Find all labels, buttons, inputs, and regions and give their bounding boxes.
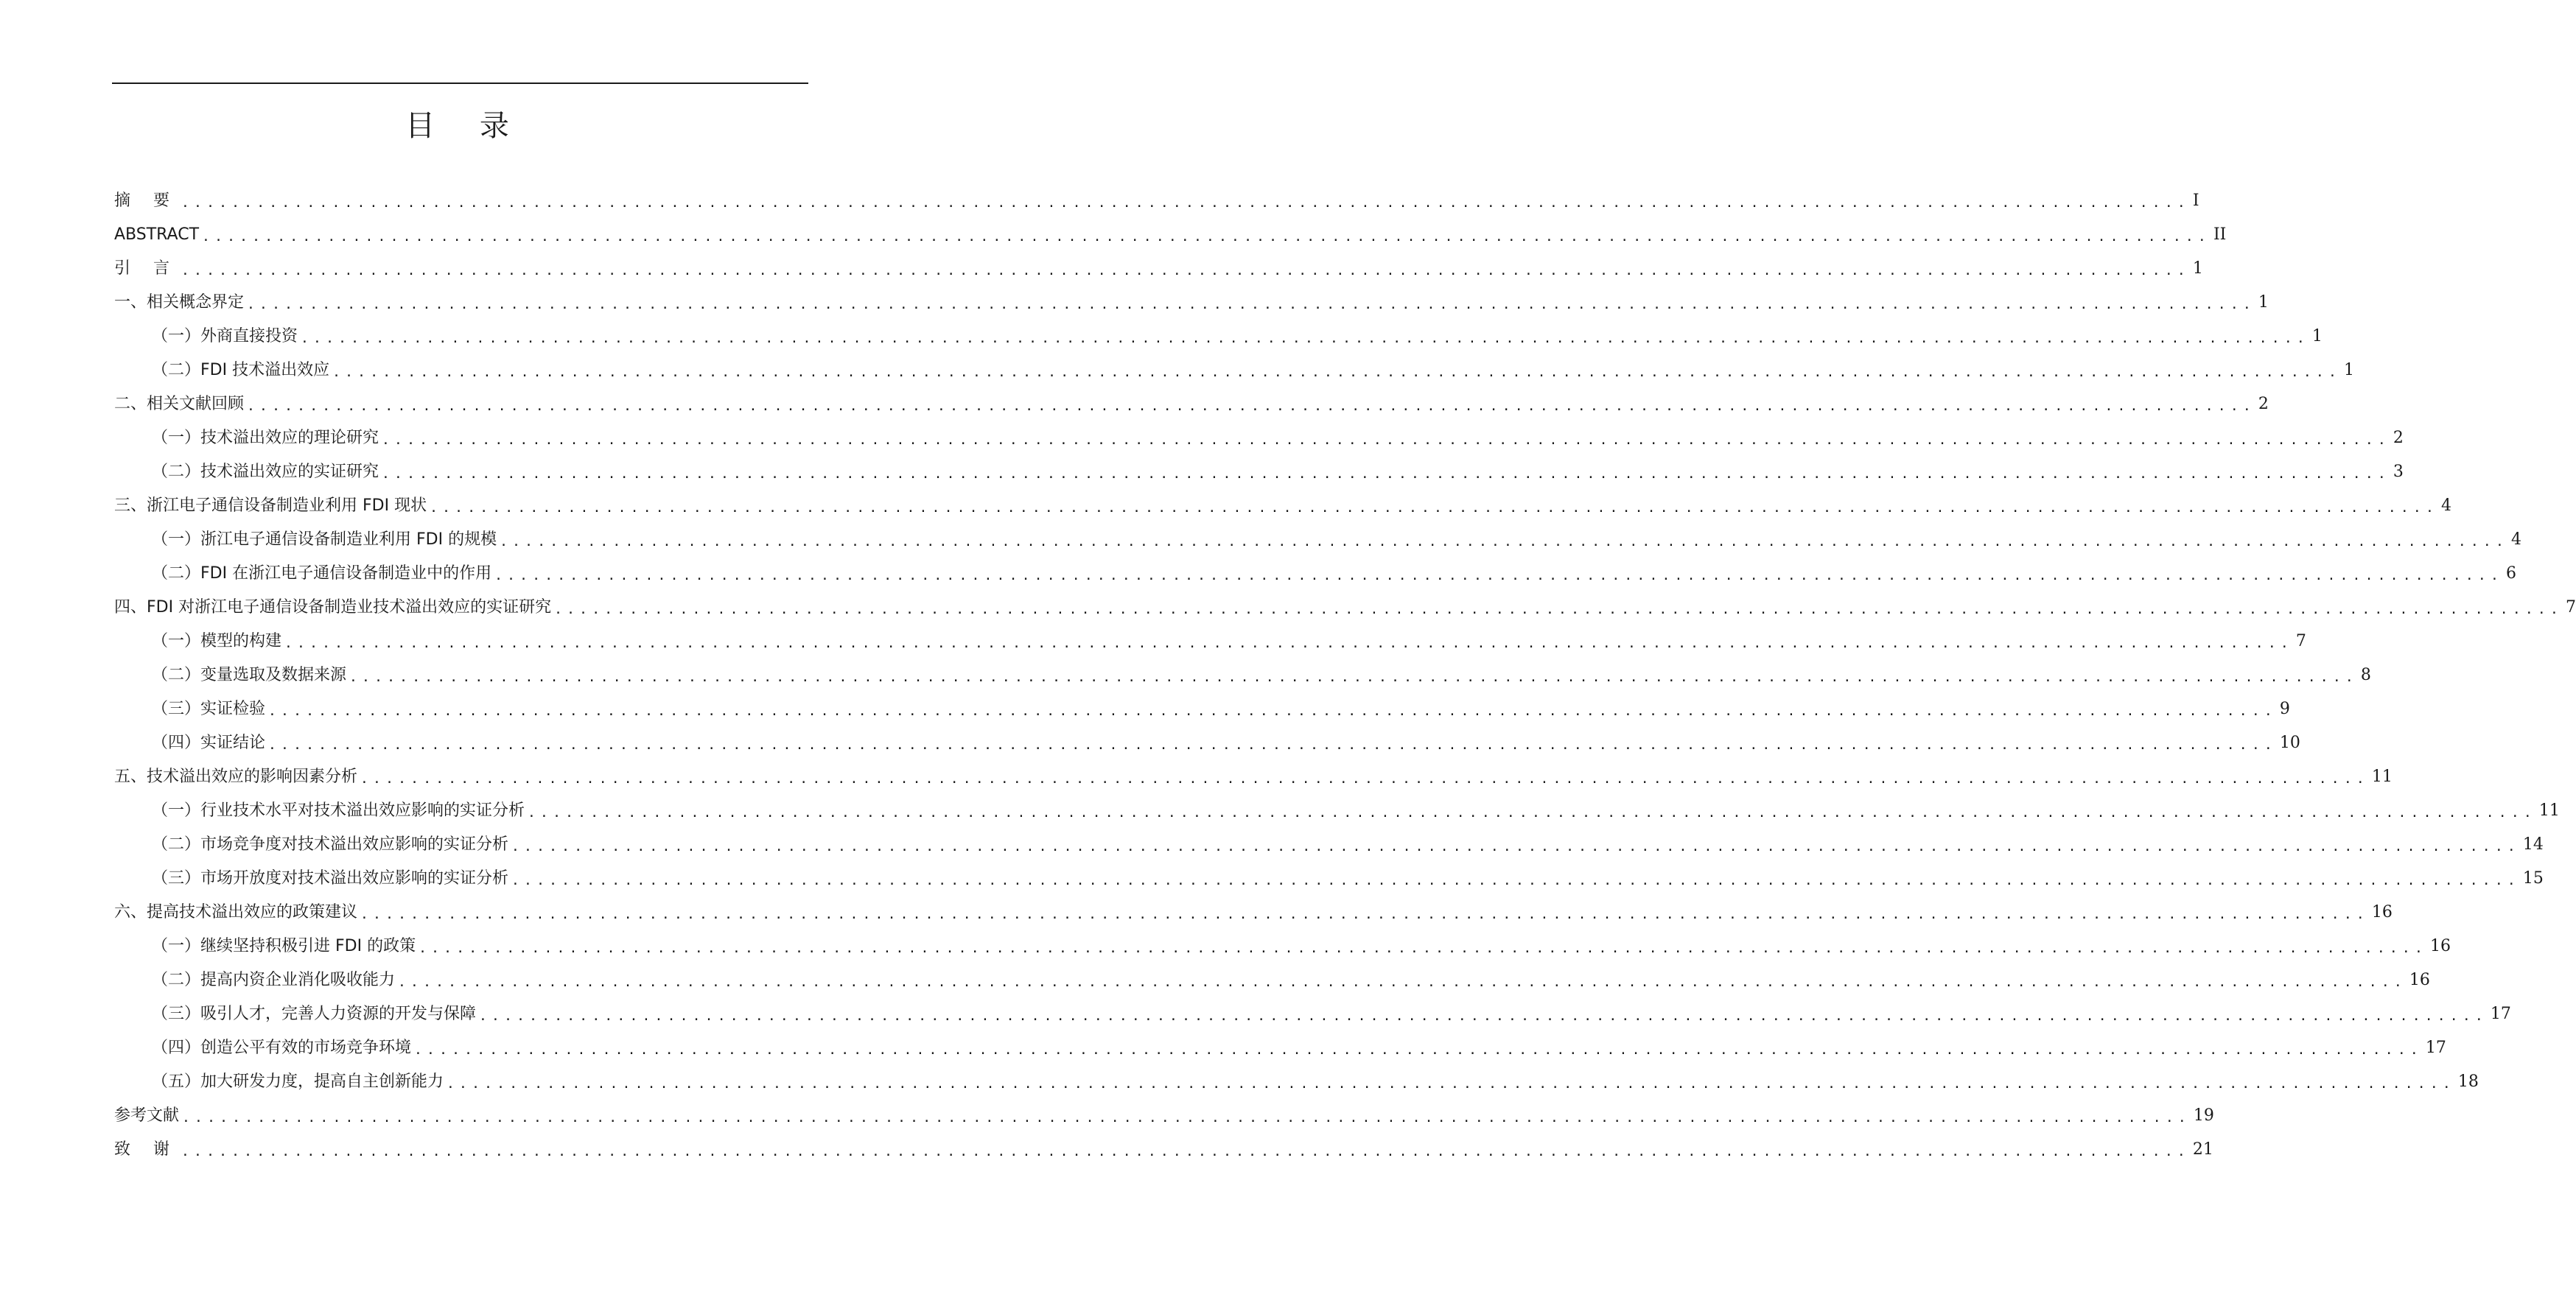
toc-dot-leader: ................................................................................................................................................................ bbox=[511, 839, 2520, 854]
toc-subentry[interactable] bbox=[114, 320, 2323, 354]
toc-entry[interactable] bbox=[114, 184, 2199, 218]
toc-entry-title: （一）外商直接投资 bbox=[152, 327, 298, 345]
toc-page-number: 3 bbox=[2393, 463, 2404, 481]
toc-page-number: 7 bbox=[2295, 632, 2306, 650]
toc-dot-leader: ................................................................................................................................................................ bbox=[181, 195, 2190, 211]
toc-entry-title: （一）模型的构建 bbox=[152, 632, 282, 650]
toc-dot-leader: ................................................................................................................................................................ bbox=[430, 500, 2438, 516]
toc-entry-title: 参考文献 bbox=[114, 1106, 180, 1125]
toc-page-number: 6 bbox=[2505, 564, 2516, 583]
toc-page-number: 4 bbox=[2510, 530, 2521, 549]
toc-dot-leader: ................................................................................................................................................................ bbox=[528, 805, 2536, 821]
toc-entry-title: 四、FDI 对浙江电子通信设备制造业技术溢出效应的实证研究 bbox=[114, 598, 552, 617]
toc-subentry[interactable] bbox=[114, 828, 2544, 862]
toc-entry-title: （二）市场竞争度对技术溢出效应影响的实证分析 bbox=[152, 835, 509, 854]
toc-subentry[interactable] bbox=[114, 930, 2451, 963]
toc-page-number: 21 bbox=[2192, 1140, 2213, 1159]
toc-entry[interactable] bbox=[114, 591, 2576, 625]
toc-page-number: 8 bbox=[2360, 666, 2371, 684]
toc-entry-title: （一）技术溢出效应的理论研究 bbox=[152, 429, 379, 447]
toc-dot-leader: ................................................................................................................................................................ bbox=[414, 1042, 2423, 1058]
toc-dot-leader: ................................................................................................................................................................ bbox=[447, 1076, 2455, 1092]
toc-page-number: 17 bbox=[2490, 1005, 2511, 1023]
toc-dot-leader: ................................................................................................................................................................ bbox=[247, 297, 2255, 312]
toc-page-number: 1 bbox=[2343, 361, 2354, 379]
toc-dot-leader: ................................................................................................................................................................ bbox=[268, 737, 2277, 753]
toc-page-number: 11 bbox=[2538, 801, 2560, 820]
toc-page-number: 17 bbox=[2425, 1039, 2446, 1057]
toc-entry-title: （一）浙江电子通信设备制造业利用 FDI 的规模 bbox=[152, 530, 497, 549]
toc-subentry[interactable] bbox=[114, 862, 2544, 896]
toc-page-number: 1 bbox=[2258, 293, 2269, 312]
toc-page-number: 9 bbox=[2279, 700, 2290, 718]
toc-subentry[interactable] bbox=[114, 557, 2516, 591]
toc-page-number: 19 bbox=[2193, 1106, 2214, 1125]
toc-page-number: 11 bbox=[2371, 768, 2393, 786]
toc-dot-leader: ................................................................................................................................................................ bbox=[301, 331, 2309, 346]
toc-subentry[interactable] bbox=[114, 625, 2306, 659]
toc-dot-leader: ................................................................................................................................................................ bbox=[268, 703, 2277, 719]
toc-page-number: 14 bbox=[2522, 835, 2544, 854]
toc-entry[interactable] bbox=[114, 1099, 2214, 1133]
toc-dot-leader: ................................................................................................................................................................ bbox=[349, 670, 2358, 685]
toc-page-number: 1 bbox=[2311, 327, 2323, 345]
toc-subentry[interactable] bbox=[114, 659, 2371, 692]
toc-dot-leader: ................................................................................................................................................................ bbox=[398, 975, 2407, 990]
toc-entry-title: 一、相关概念界定 bbox=[114, 293, 245, 312]
toc-subentry[interactable] bbox=[114, 997, 2511, 1031]
toc-subentry[interactable] bbox=[114, 523, 2521, 557]
toc-dot-leader: ................................................................................................................................................................ bbox=[500, 534, 2508, 550]
toc-page-number: I bbox=[2192, 192, 2199, 210]
toc-entry[interactable] bbox=[114, 252, 2203, 286]
toc-entry[interactable] bbox=[114, 1133, 2213, 1167]
toc-dot-leader: ................................................................................................................................................................ bbox=[181, 263, 2190, 278]
toc-entry-title: （四）创造公平有效的市场竞争环境 bbox=[152, 1039, 412, 1057]
toc-dot-leader: ................................................................................................................................................................ bbox=[494, 568, 2503, 583]
toc-subentry[interactable] bbox=[114, 1065, 2479, 1099]
toc-dot-leader: ................................................................................................................................................................ bbox=[284, 636, 2293, 651]
toc-entry-title: 三、浙江电子通信设备制造业利用 FDI 现状 bbox=[114, 496, 427, 515]
toc-page-number: 16 bbox=[2409, 971, 2430, 989]
toc-entry[interactable] bbox=[114, 760, 2393, 794]
toc-dot-leader: ................................................................................................................................................................ bbox=[247, 399, 2255, 414]
toc-page-number: 7 bbox=[2565, 598, 2576, 617]
toc-page-number: 1 bbox=[2192, 259, 2203, 278]
toc-entry-title: （二）技术溢出效应的实证研究 bbox=[152, 463, 379, 481]
toc-page-number: II bbox=[2213, 225, 2227, 244]
toc-subentry[interactable] bbox=[114, 421, 2404, 455]
toc-dot-leader: ................................................................................................................................................................ bbox=[382, 466, 2390, 482]
toc-entry-title: 引 言 bbox=[114, 259, 178, 278]
toc-entry[interactable] bbox=[114, 896, 2393, 930]
toc-subentry[interactable] bbox=[114, 794, 2560, 828]
toc-dot-leader: ................................................................................................................................................................ bbox=[360, 907, 2369, 922]
toc-entry-title: （三）实证检验 bbox=[152, 700, 266, 718]
toc-entry-title: （五）加大研发力度，提高自主创新能力 bbox=[152, 1072, 444, 1091]
toc-dot-leader: ................................................................................................................................................................ bbox=[182, 1110, 2191, 1126]
toc-entry-title: （二）FDI 技术溢出效应 bbox=[152, 361, 330, 379]
toc-dot-leader: ................................................................................................................................................................ bbox=[479, 1008, 2488, 1024]
toc-entry-title: （一）行业技术水平对技术溢出效应影响的实证分析 bbox=[152, 801, 525, 820]
toc-entry-title: ABSTRACT bbox=[114, 225, 200, 244]
toc-dot-leader: ................................................................................................................................................................ bbox=[202, 229, 2211, 245]
toc-page-number: 2 bbox=[2258, 395, 2269, 413]
toc-entry-title: 摘 要 bbox=[114, 192, 178, 210]
toc-entry-title: 六、提高技术溢出效应的政策建议 bbox=[114, 903, 358, 921]
toc-entry-title: 致 谢 bbox=[114, 1140, 178, 1159]
toc-entry-title: （一）继续坚持积极引进 FDI 的政策 bbox=[152, 937, 416, 955]
toc-page-number: 10 bbox=[2279, 734, 2300, 752]
toc-dot-leader: ................................................................................................................................................................ bbox=[360, 771, 2369, 787]
toc-page-number: 18 bbox=[2457, 1072, 2479, 1091]
toc-entry-title: （三）市场开放度对技术溢出效应影响的实证分析 bbox=[152, 869, 509, 888]
toc-dot-leader: ................................................................................................................................................................ bbox=[382, 432, 2390, 448]
toc-entry-title: 五、技术溢出效应的影响因素分析 bbox=[114, 768, 358, 786]
toc-dot-leader: ................................................................................................................................................................ bbox=[332, 365, 2341, 380]
toc-entry-title: （二）提高内资企业消化吸收能力 bbox=[152, 971, 396, 989]
toc-dot-leader: ................................................................................................................................................................ bbox=[511, 873, 2520, 888]
toc-page-number: 15 bbox=[2522, 869, 2544, 888]
toc-dot-leader: ................................................................................................................................................................ bbox=[419, 941, 2427, 956]
toc-entry[interactable] bbox=[114, 218, 2227, 252]
toc-subentry[interactable] bbox=[114, 692, 2290, 726]
toc-entry-title: （二）FDI 在浙江电子通信设备制造业中的作用 bbox=[152, 564, 492, 583]
toc-entry-title: 二、相关文献回顾 bbox=[114, 395, 245, 413]
toc-entry[interactable] bbox=[114, 387, 2269, 421]
toc-dot-leader: ................................................................................................................................................................ bbox=[554, 602, 2563, 617]
toc-subentry[interactable] bbox=[114, 354, 2354, 387]
toc-page-number: 2 bbox=[2393, 429, 2404, 447]
toc-page-number: 4 bbox=[2440, 496, 2451, 515]
toc-subentry[interactable] bbox=[114, 1031, 2446, 1065]
table-of-contents bbox=[114, 184, 2576, 1167]
toc-subentry[interactable] bbox=[114, 963, 2430, 997]
toc-entry-title: （四）实证结论 bbox=[152, 734, 266, 752]
toc-entry-title: （二）变量选取及数据来源 bbox=[152, 666, 347, 684]
toc-page-number: 16 bbox=[2429, 937, 2451, 955]
toc-page-number: 16 bbox=[2371, 903, 2393, 921]
toc-entry[interactable] bbox=[114, 286, 2269, 320]
toc-subentry[interactable] bbox=[114, 455, 2404, 489]
toc-dot-leader: ................................................................................................................................................................ bbox=[181, 1144, 2190, 1159]
toc-entry[interactable] bbox=[114, 489, 2451, 523]
toc-entry-title: （三）吸引人才，完善人力资源的开发与保障 bbox=[152, 1005, 477, 1023]
page-title: 目 录 bbox=[405, 109, 527, 143]
header-rule bbox=[112, 82, 808, 84]
toc-subentry[interactable] bbox=[114, 726, 2300, 760]
